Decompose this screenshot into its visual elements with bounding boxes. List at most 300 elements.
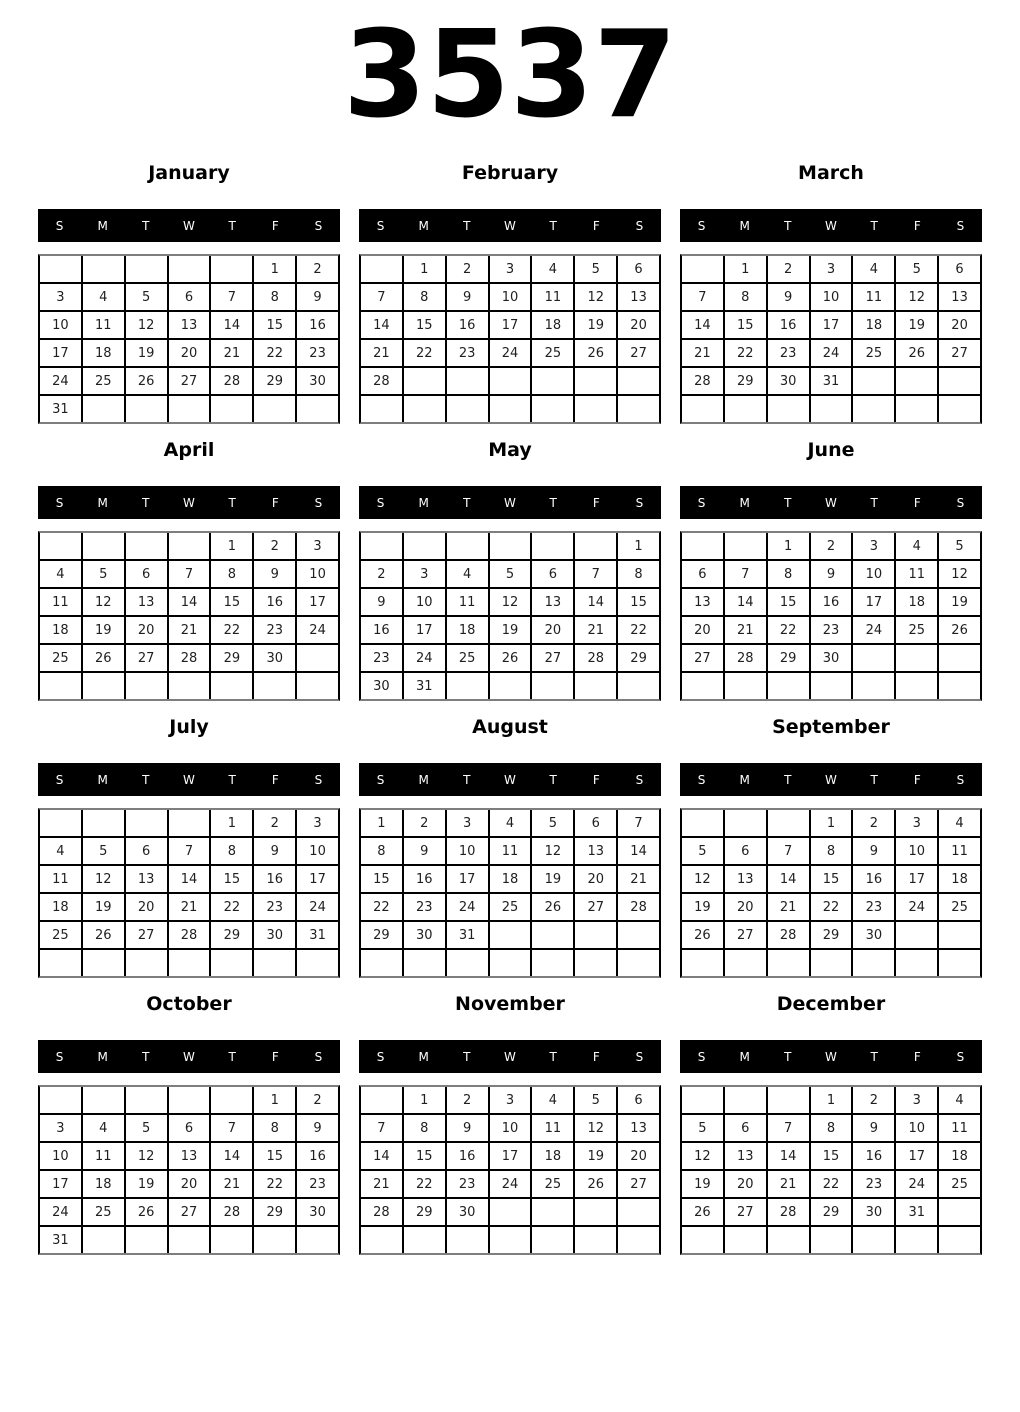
empty-day-cell: [126, 533, 167, 559]
day-cell: 24: [447, 894, 488, 920]
empty-day-cell: [83, 396, 124, 422]
day-cell: 17: [40, 340, 81, 366]
day-cell: 6: [532, 561, 573, 587]
day-cell: 12: [939, 561, 980, 587]
empty-day-cell: [361, 533, 402, 559]
weekday-label: S: [635, 1049, 644, 1064]
empty-day-cell: [575, 922, 616, 948]
day-cell: 15: [404, 1143, 445, 1169]
month-date-grid: [38, 531, 340, 701]
weekday-label: M: [97, 1049, 108, 1064]
day-cell: 23: [447, 340, 488, 366]
weekday-header-row: [359, 763, 661, 796]
empty-day-cell: [532, 396, 573, 422]
day-cell: 17: [490, 1143, 531, 1169]
day-cell: 21: [768, 1171, 809, 1197]
weekday-label: F: [592, 495, 600, 510]
empty-day-cell: [361, 1087, 402, 1113]
weekday-label: S: [956, 218, 965, 233]
day-cell: 10: [297, 561, 338, 587]
day-cell: 18: [490, 866, 531, 892]
weekday-label: T: [870, 1049, 878, 1064]
day-cell: 8: [361, 838, 402, 864]
month-date-grid: [359, 1085, 661, 1255]
empty-day-cell: [40, 950, 81, 976]
month-name: January: [148, 162, 230, 184]
month-name: November: [455, 993, 565, 1015]
month-date-grid: [359, 531, 661, 701]
empty-day-cell: [682, 950, 723, 976]
empty-day-cell: [532, 673, 573, 699]
empty-day-cell: [254, 1227, 295, 1253]
day-cell: 27: [618, 340, 659, 366]
day-cell: 19: [575, 1143, 616, 1169]
day-cell: 11: [896, 561, 937, 587]
day-cell: 6: [575, 810, 616, 836]
weekday-label: W: [183, 495, 195, 510]
day-cell: 23: [297, 1171, 338, 1197]
day-cell: 26: [682, 1199, 723, 1225]
empty-day-cell: [211, 673, 252, 699]
weekday-header-row: [359, 1040, 661, 1073]
day-cell: 31: [447, 922, 488, 948]
empty-day-cell: [126, 1087, 167, 1113]
empty-day-cell: [126, 1227, 167, 1253]
day-cell: 3: [447, 810, 488, 836]
empty-day-cell: [618, 950, 659, 976]
empty-day-cell: [939, 645, 980, 671]
empty-day-cell: [490, 673, 531, 699]
weekday-label: M: [739, 495, 750, 510]
day-cell: 31: [404, 673, 445, 699]
day-cell: 7: [725, 561, 766, 587]
empty-day-cell: [211, 1227, 252, 1253]
day-cell: 3: [490, 1087, 531, 1113]
day-cell: 6: [725, 838, 766, 864]
day-cell: 14: [682, 312, 723, 338]
day-cell: 8: [211, 838, 252, 864]
day-cell: 8: [254, 1115, 295, 1141]
day-cell: 24: [811, 340, 852, 366]
weekday-label: S: [376, 772, 385, 787]
day-cell: 2: [254, 810, 295, 836]
day-cell: 16: [853, 866, 894, 892]
day-cell: 12: [575, 1115, 616, 1141]
empty-day-cell: [682, 533, 723, 559]
day-cell: 29: [725, 368, 766, 394]
day-cell: 11: [532, 284, 573, 310]
empty-day-cell: [853, 368, 894, 394]
day-cell: 29: [404, 1199, 445, 1225]
day-cell: 31: [896, 1199, 937, 1225]
day-cell: 16: [853, 1143, 894, 1169]
empty-day-cell: [404, 368, 445, 394]
day-cell: 6: [126, 838, 167, 864]
empty-day-cell: [725, 1087, 766, 1113]
weekday-label: S: [314, 772, 323, 787]
day-cell: 25: [896, 617, 937, 643]
month-name: December: [776, 993, 886, 1015]
day-cell: 12: [682, 1143, 723, 1169]
day-cell: 15: [811, 866, 852, 892]
day-cell: 30: [811, 645, 852, 671]
day-cell: 13: [126, 866, 167, 892]
empty-day-cell: [853, 1227, 894, 1253]
day-cell: 27: [682, 645, 723, 671]
empty-day-cell: [811, 673, 852, 699]
empty-day-cell: [254, 396, 295, 422]
day-cell: 9: [297, 1115, 338, 1141]
weekday-label: W: [504, 495, 516, 510]
weekday-label: W: [504, 772, 516, 787]
empty-day-cell: [575, 533, 616, 559]
day-cell: 1: [211, 533, 252, 559]
empty-day-cell: [83, 533, 124, 559]
day-cell: 26: [83, 922, 124, 948]
empty-day-cell: [939, 1199, 980, 1225]
day-cell: 2: [768, 256, 809, 282]
day-cell: 4: [40, 561, 81, 587]
day-cell: 2: [853, 1087, 894, 1113]
day-cell: 8: [211, 561, 252, 587]
day-cell: 3: [896, 1087, 937, 1113]
day-cell: 13: [725, 1143, 766, 1169]
day-cell: 11: [83, 312, 124, 338]
empty-day-cell: [896, 645, 937, 671]
empty-day-cell: [447, 533, 488, 559]
day-cell: 1: [361, 810, 402, 836]
month-date-grid: [38, 808, 340, 978]
empty-day-cell: [682, 1087, 723, 1113]
empty-day-cell: [126, 950, 167, 976]
day-cell: 27: [532, 645, 573, 671]
day-cell: 7: [768, 1115, 809, 1141]
day-cell: 18: [40, 617, 81, 643]
weekday-label: M: [739, 218, 750, 233]
day-cell: 13: [575, 838, 616, 864]
empty-day-cell: [490, 922, 531, 948]
day-cell: 11: [939, 838, 980, 864]
day-cell: 14: [211, 1143, 252, 1169]
day-cell: 5: [682, 838, 723, 864]
empty-day-cell: [83, 1227, 124, 1253]
day-cell: 9: [254, 561, 295, 587]
day-cell: 15: [618, 589, 659, 615]
weekday-label: T: [784, 218, 792, 233]
weekday-label: T: [228, 1049, 236, 1064]
day-cell: 19: [896, 312, 937, 338]
day-cell: 11: [853, 284, 894, 310]
day-cell: 11: [939, 1115, 980, 1141]
day-cell: 14: [169, 866, 210, 892]
empty-day-cell: [532, 1227, 573, 1253]
empty-day-cell: [575, 1227, 616, 1253]
weekday-label: T: [463, 495, 471, 510]
day-cell: 11: [40, 866, 81, 892]
day-cell: 7: [618, 810, 659, 836]
empty-day-cell: [490, 1199, 531, 1225]
months-grid: [38, 162, 982, 1255]
day-cell: 24: [40, 368, 81, 394]
weekday-label: F: [913, 495, 921, 510]
weekday-header-row: [680, 209, 982, 242]
day-cell: 26: [682, 922, 723, 948]
day-cell: 8: [811, 838, 852, 864]
day-cell: 29: [211, 645, 252, 671]
day-cell: 19: [83, 617, 124, 643]
empty-day-cell: [404, 950, 445, 976]
day-cell: 22: [254, 340, 295, 366]
empty-day-cell: [768, 1227, 809, 1253]
empty-day-cell: [853, 396, 894, 422]
weekday-label: S: [635, 772, 644, 787]
day-cell: 21: [361, 1171, 402, 1197]
empty-day-cell: [83, 256, 124, 282]
day-cell: 20: [939, 312, 980, 338]
weekday-label: T: [870, 218, 878, 233]
weekday-header-row: [38, 763, 340, 796]
weekday-label: S: [635, 495, 644, 510]
day-cell: 27: [169, 368, 210, 394]
day-cell: 18: [532, 1143, 573, 1169]
day-cell: 9: [768, 284, 809, 310]
day-cell: 22: [404, 1171, 445, 1197]
day-cell: 22: [254, 1171, 295, 1197]
weekday-label: W: [504, 218, 516, 233]
month-date-grid: [38, 254, 340, 424]
day-cell: 26: [83, 645, 124, 671]
day-cell: 28: [725, 645, 766, 671]
day-cell: 28: [361, 368, 402, 394]
empty-day-cell: [896, 673, 937, 699]
day-cell: 6: [682, 561, 723, 587]
month-block: [680, 716, 982, 978]
day-cell: 3: [297, 533, 338, 559]
day-cell: 12: [83, 866, 124, 892]
day-cell: 28: [618, 894, 659, 920]
day-cell: 27: [725, 1199, 766, 1225]
day-cell: 14: [725, 589, 766, 615]
day-cell: 18: [40, 894, 81, 920]
weekday-label: S: [314, 1049, 323, 1064]
day-cell: 23: [404, 894, 445, 920]
day-cell: 30: [297, 368, 338, 394]
empty-day-cell: [447, 1227, 488, 1253]
empty-day-cell: [83, 950, 124, 976]
day-cell: 14: [618, 838, 659, 864]
weekday-label: S: [635, 218, 644, 233]
day-cell: 28: [768, 922, 809, 948]
weekday-label: F: [913, 772, 921, 787]
weekday-label: M: [418, 218, 429, 233]
day-cell: 26: [126, 1199, 167, 1225]
empty-day-cell: [361, 256, 402, 282]
weekday-label: F: [913, 1049, 921, 1064]
empty-day-cell: [725, 950, 766, 976]
day-cell: 29: [768, 645, 809, 671]
day-cell: 4: [447, 561, 488, 587]
day-cell: 30: [297, 1199, 338, 1225]
day-cell: 19: [532, 866, 573, 892]
day-cell: 5: [575, 256, 616, 282]
day-cell: 23: [447, 1171, 488, 1197]
weekday-label: S: [376, 1049, 385, 1064]
day-cell: 2: [447, 1087, 488, 1113]
weekday-label: T: [463, 772, 471, 787]
day-cell: 20: [575, 866, 616, 892]
day-cell: 19: [939, 589, 980, 615]
day-cell: 23: [361, 645, 402, 671]
day-cell: 20: [682, 617, 723, 643]
month-block: [359, 162, 661, 424]
day-cell: 10: [40, 1143, 81, 1169]
month-block: [680, 993, 982, 1255]
day-cell: 29: [211, 922, 252, 948]
day-cell: 15: [361, 866, 402, 892]
day-cell: 31: [811, 368, 852, 394]
day-cell: 19: [83, 894, 124, 920]
day-cell: 15: [404, 312, 445, 338]
day-cell: 10: [40, 312, 81, 338]
day-cell: 25: [532, 1171, 573, 1197]
weekday-label: T: [870, 772, 878, 787]
day-cell: 4: [83, 284, 124, 310]
day-cell: 10: [490, 284, 531, 310]
day-cell: 18: [83, 1171, 124, 1197]
day-cell: 17: [297, 866, 338, 892]
empty-day-cell: [447, 396, 488, 422]
day-cell: 2: [297, 1087, 338, 1113]
day-cell: 5: [939, 533, 980, 559]
day-cell: 16: [768, 312, 809, 338]
day-cell: 28: [768, 1199, 809, 1225]
day-cell: 25: [447, 645, 488, 671]
day-cell: 30: [768, 368, 809, 394]
day-cell: 4: [490, 810, 531, 836]
day-cell: 16: [254, 589, 295, 615]
day-cell: 22: [618, 617, 659, 643]
empty-day-cell: [126, 810, 167, 836]
day-cell: 1: [404, 256, 445, 282]
day-cell: 2: [811, 533, 852, 559]
day-cell: 2: [447, 256, 488, 282]
empty-day-cell: [896, 922, 937, 948]
day-cell: 31: [40, 396, 81, 422]
day-cell: 30: [404, 922, 445, 948]
empty-day-cell: [853, 950, 894, 976]
month-date-grid: [359, 808, 661, 978]
month-block: [680, 162, 982, 424]
day-cell: 21: [682, 340, 723, 366]
day-cell: 18: [939, 866, 980, 892]
day-cell: 2: [254, 533, 295, 559]
weekday-label: S: [956, 1049, 965, 1064]
empty-day-cell: [447, 368, 488, 394]
day-cell: 10: [896, 1115, 937, 1141]
day-cell: 19: [490, 617, 531, 643]
day-cell: 3: [40, 1115, 81, 1141]
empty-day-cell: [532, 368, 573, 394]
day-cell: 21: [211, 1171, 252, 1197]
empty-day-cell: [297, 673, 338, 699]
day-cell: 4: [939, 1087, 980, 1113]
day-cell: 21: [211, 340, 252, 366]
day-cell: 21: [169, 894, 210, 920]
day-cell: 15: [211, 866, 252, 892]
empty-day-cell: [575, 673, 616, 699]
day-cell: 5: [126, 1115, 167, 1141]
day-cell: 28: [211, 368, 252, 394]
day-cell: 11: [490, 838, 531, 864]
day-cell: 1: [811, 810, 852, 836]
weekday-label: T: [142, 1049, 150, 1064]
day-cell: 4: [40, 838, 81, 864]
weekday-label: W: [825, 218, 837, 233]
day-cell: 21: [618, 866, 659, 892]
month-date-grid: [680, 808, 982, 978]
day-cell: 15: [254, 312, 295, 338]
month-block: [359, 439, 661, 701]
month-name: February: [461, 162, 559, 184]
empty-day-cell: [490, 396, 531, 422]
day-cell: 1: [811, 1087, 852, 1113]
day-cell: 21: [725, 617, 766, 643]
empty-day-cell: [682, 256, 723, 282]
day-cell: 20: [126, 617, 167, 643]
day-cell: 5: [575, 1087, 616, 1113]
empty-day-cell: [404, 533, 445, 559]
weekday-label: T: [142, 772, 150, 787]
empty-day-cell: [575, 1199, 616, 1225]
day-cell: 17: [896, 866, 937, 892]
day-cell: 26: [896, 340, 937, 366]
day-cell: 6: [618, 256, 659, 282]
day-cell: 10: [490, 1115, 531, 1141]
day-cell: 17: [404, 617, 445, 643]
day-cell: 27: [126, 922, 167, 948]
empty-day-cell: [211, 1087, 252, 1113]
day-cell: 1: [725, 256, 766, 282]
day-cell: 23: [254, 617, 295, 643]
day-cell: 5: [490, 561, 531, 587]
day-cell: 2: [853, 810, 894, 836]
day-cell: 15: [254, 1143, 295, 1169]
day-cell: 21: [768, 894, 809, 920]
empty-day-cell: [811, 950, 852, 976]
day-cell: 6: [725, 1115, 766, 1141]
weekday-label: F: [592, 772, 600, 787]
day-cell: 24: [297, 894, 338, 920]
day-cell: 13: [532, 589, 573, 615]
day-cell: 18: [853, 312, 894, 338]
weekday-label: T: [549, 1049, 557, 1064]
day-cell: 10: [853, 561, 894, 587]
day-cell: 30: [361, 673, 402, 699]
day-cell: 6: [126, 561, 167, 587]
day-cell: 12: [532, 838, 573, 864]
day-cell: 24: [297, 617, 338, 643]
day-cell: 25: [490, 894, 531, 920]
day-cell: 10: [811, 284, 852, 310]
month-block: [680, 439, 982, 701]
day-cell: 25: [83, 368, 124, 394]
day-cell: 27: [575, 894, 616, 920]
empty-day-cell: [618, 922, 659, 948]
month-block: [38, 439, 340, 701]
weekday-label: M: [418, 772, 429, 787]
empty-day-cell: [297, 396, 338, 422]
day-cell: 20: [725, 894, 766, 920]
